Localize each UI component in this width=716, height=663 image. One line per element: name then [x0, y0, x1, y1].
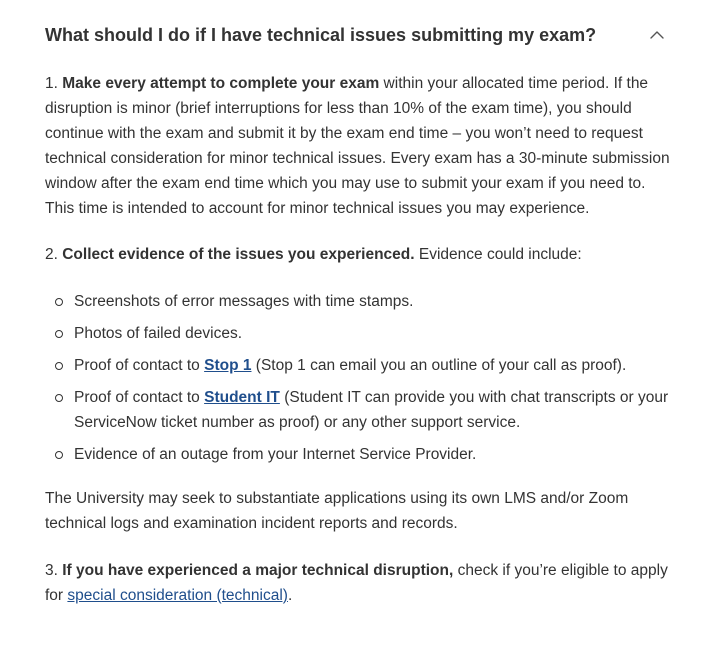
step-1-paragraph: [45, 71, 675, 221]
evidence-outage: Evidence of an outage from your Internet Service Provider.: [74, 446, 477, 463]
chevron-up-icon[interactable]: [646, 24, 668, 46]
special-consideration-link[interactable]: special consideration (technical): [67, 587, 288, 604]
accordion-title[interactable]: What should I do if I have technical issues submitting my exam?: [45, 25, 597, 45]
accordion-header[interactable]: [0, 0, 716, 68]
list-item: [45, 385, 675, 435]
step-2-heading: Collect evidence of the issues you experienced.: [62, 246, 415, 263]
evidence-student-it-before: Proof of contact to: [74, 389, 205, 406]
list-item: [45, 289, 675, 314]
step-2-number: 2.: [45, 246, 63, 263]
step-1-text: within your allocated time period. If the disruption is minor (brief interruptions for less than 10% of the exam time), you should continue with the exam and submit it by the exam end time – you won’t need to request technical consideration for minor technical issues. Every exam has a 30-minute submission window after the exam end time which you may use to submit your exam if you need to. This time is intended to account for minor technical issues you may experience.: [45, 75, 670, 217]
list-item: [45, 442, 675, 467]
step-3-paragraph: [45, 558, 675, 608]
list-item: [45, 353, 675, 378]
evidence-list: [45, 289, 675, 467]
substantiate-paragraph: The University may seek to substantiate applications using its own LMS and/or Zoom technical logs and examination incident reports and records.: [45, 490, 629, 532]
step-2-text: Evidence could include:: [414, 246, 582, 263]
step-3-text: check if you’re eligible to apply for: [45, 562, 668, 604]
step-1-number: 1.: [45, 75, 63, 92]
step-1-heading: Make every attempt to complete your exam: [62, 75, 380, 92]
list-item: [45, 321, 675, 346]
evidence-stop1-before: Proof of contact to: [74, 357, 205, 374]
step-3-heading: If you have experienced a major technical disruption,: [62, 562, 454, 579]
student-it-link[interactable]: Student IT: [204, 389, 280, 406]
evidence-screenshots: Screenshots of error messages with time stamps.: [74, 293, 414, 310]
evidence-stop1-after: (Stop 1 can email you an outline of your call as proof).: [251, 357, 627, 374]
step-2-paragraph: [45, 242, 675, 267]
step-3-end: .: [287, 587, 293, 604]
evidence-photos: Photos of failed devices.: [74, 325, 243, 342]
accordion-body: [45, 71, 675, 608]
stop-1-link[interactable]: Stop 1: [204, 357, 252, 374]
evidence-student-it-after: (Student IT can provide you with chat transcripts or your ServiceNow ticket number as proof) or any other support service.: [74, 389, 669, 431]
step-3-number: 3.: [45, 562, 63, 579]
